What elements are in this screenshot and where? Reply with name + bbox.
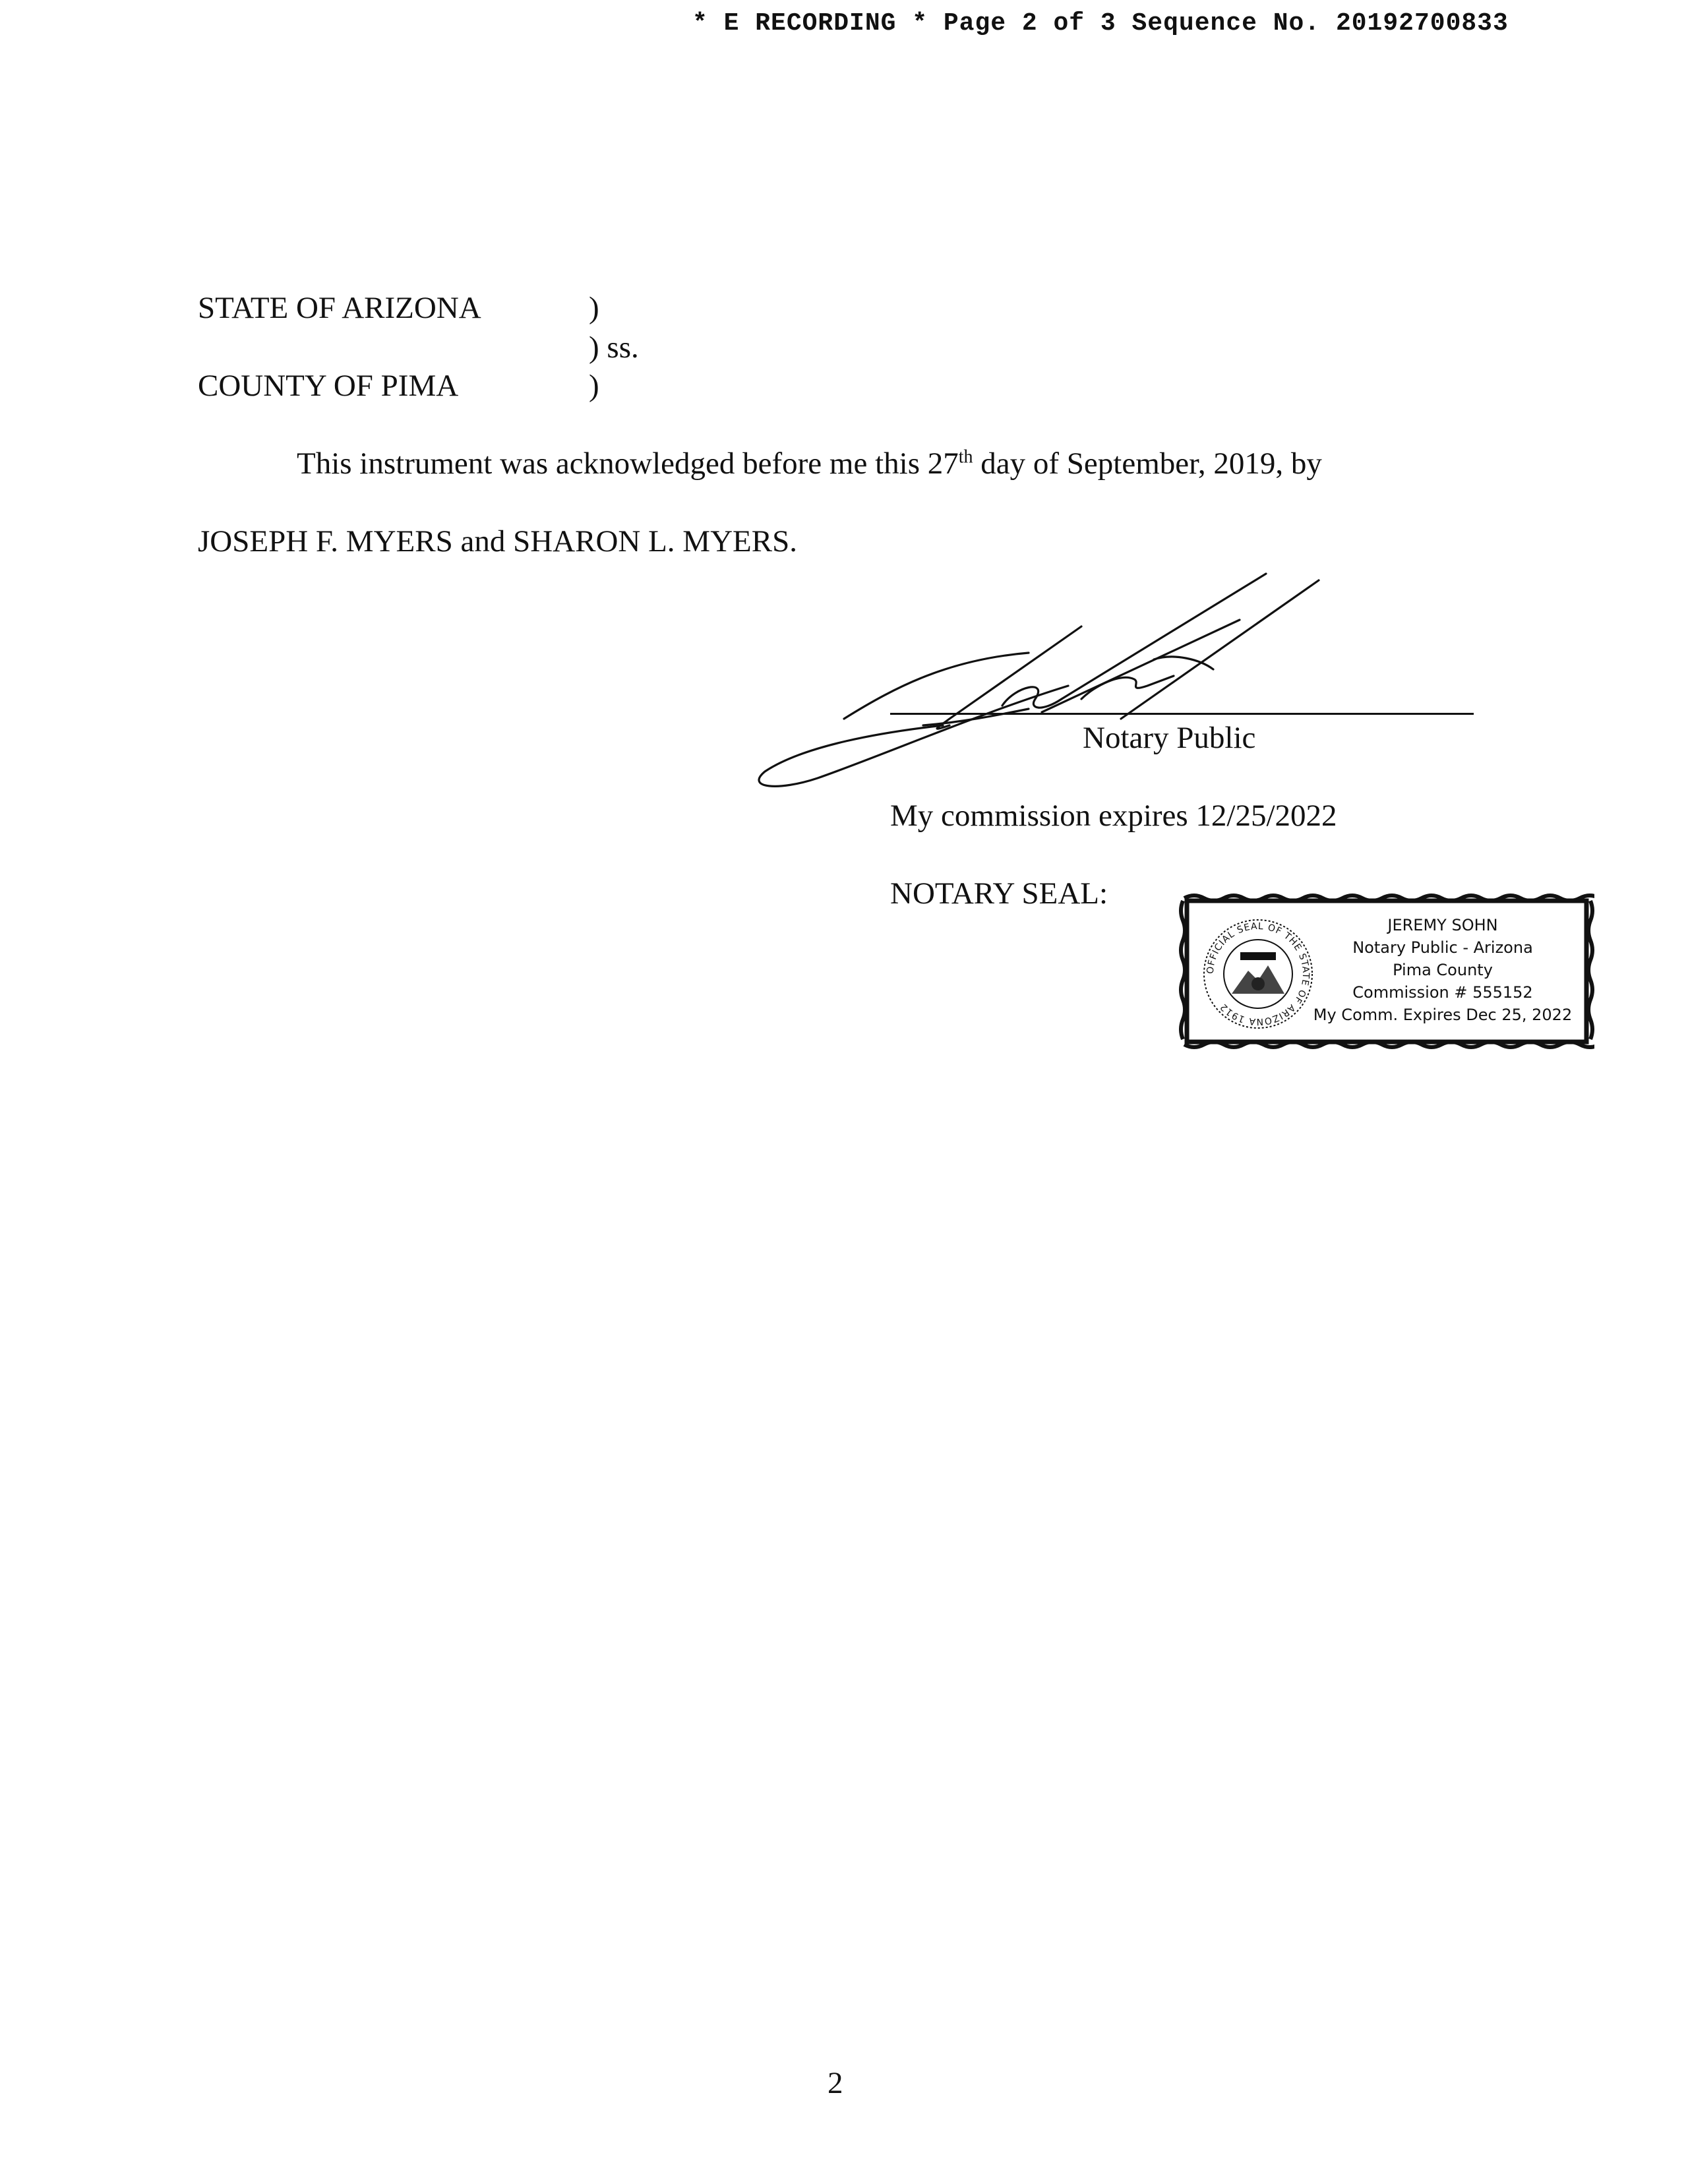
- notary-signature: [752, 567, 1372, 791]
- notary-public-title: Notary Public: [1083, 721, 1256, 755]
- recording-header: * E RECORDING * Page 2 of 3 Sequence No. 20192700833: [692, 9, 1509, 38]
- acknowledgment-ordinal: th: [958, 446, 973, 468]
- venue-paren-1: ): [589, 291, 599, 325]
- acknowledgment-text-before: This instrument was acknowledged before me this 27: [297, 446, 959, 481]
- notary-seal-label: NOTARY SEAL:: [890, 876, 1108, 911]
- notary-seal-stamp: [1179, 892, 1594, 1051]
- svg-text:OFFICIAL SEAL OF THE STATE OF: OFFICIAL SEAL OF THE STATE OF ARIZONA 1912: [1205, 921, 1311, 1027]
- acknowledgment-line: [297, 446, 1322, 481]
- seal-expiration: My Comm. Expires Dec 25, 2022: [1313, 1006, 1573, 1024]
- commission-expires: My commission expires 12/25/2022: [890, 799, 1337, 833]
- seal-notary-state: Notary Public - Arizona: [1352, 938, 1533, 957]
- acknowledgment-signers: JOSEPH F. MYERS and SHARON L. MYERS.: [198, 524, 797, 559]
- seal-notary-name: JEREMY SOHN: [1387, 916, 1498, 934]
- venue-state: STATE OF ARIZONA: [198, 291, 481, 325]
- page-number: 2: [828, 2066, 843, 2100]
- venue-paren-3: ): [589, 369, 599, 403]
- seal-commission-number: Commission # 555152: [1352, 983, 1533, 1002]
- venue-ss: ) ss.: [589, 330, 639, 365]
- signature-line: [890, 713, 1474, 715]
- venue-county: COUNTY OF PIMA: [198, 369, 459, 403]
- seal-text-block: [1298, 914, 1588, 1026]
- acknowledgment-text-after: day of September, 2019, by: [973, 446, 1322, 481]
- seal-county: Pima County: [1393, 961, 1493, 979]
